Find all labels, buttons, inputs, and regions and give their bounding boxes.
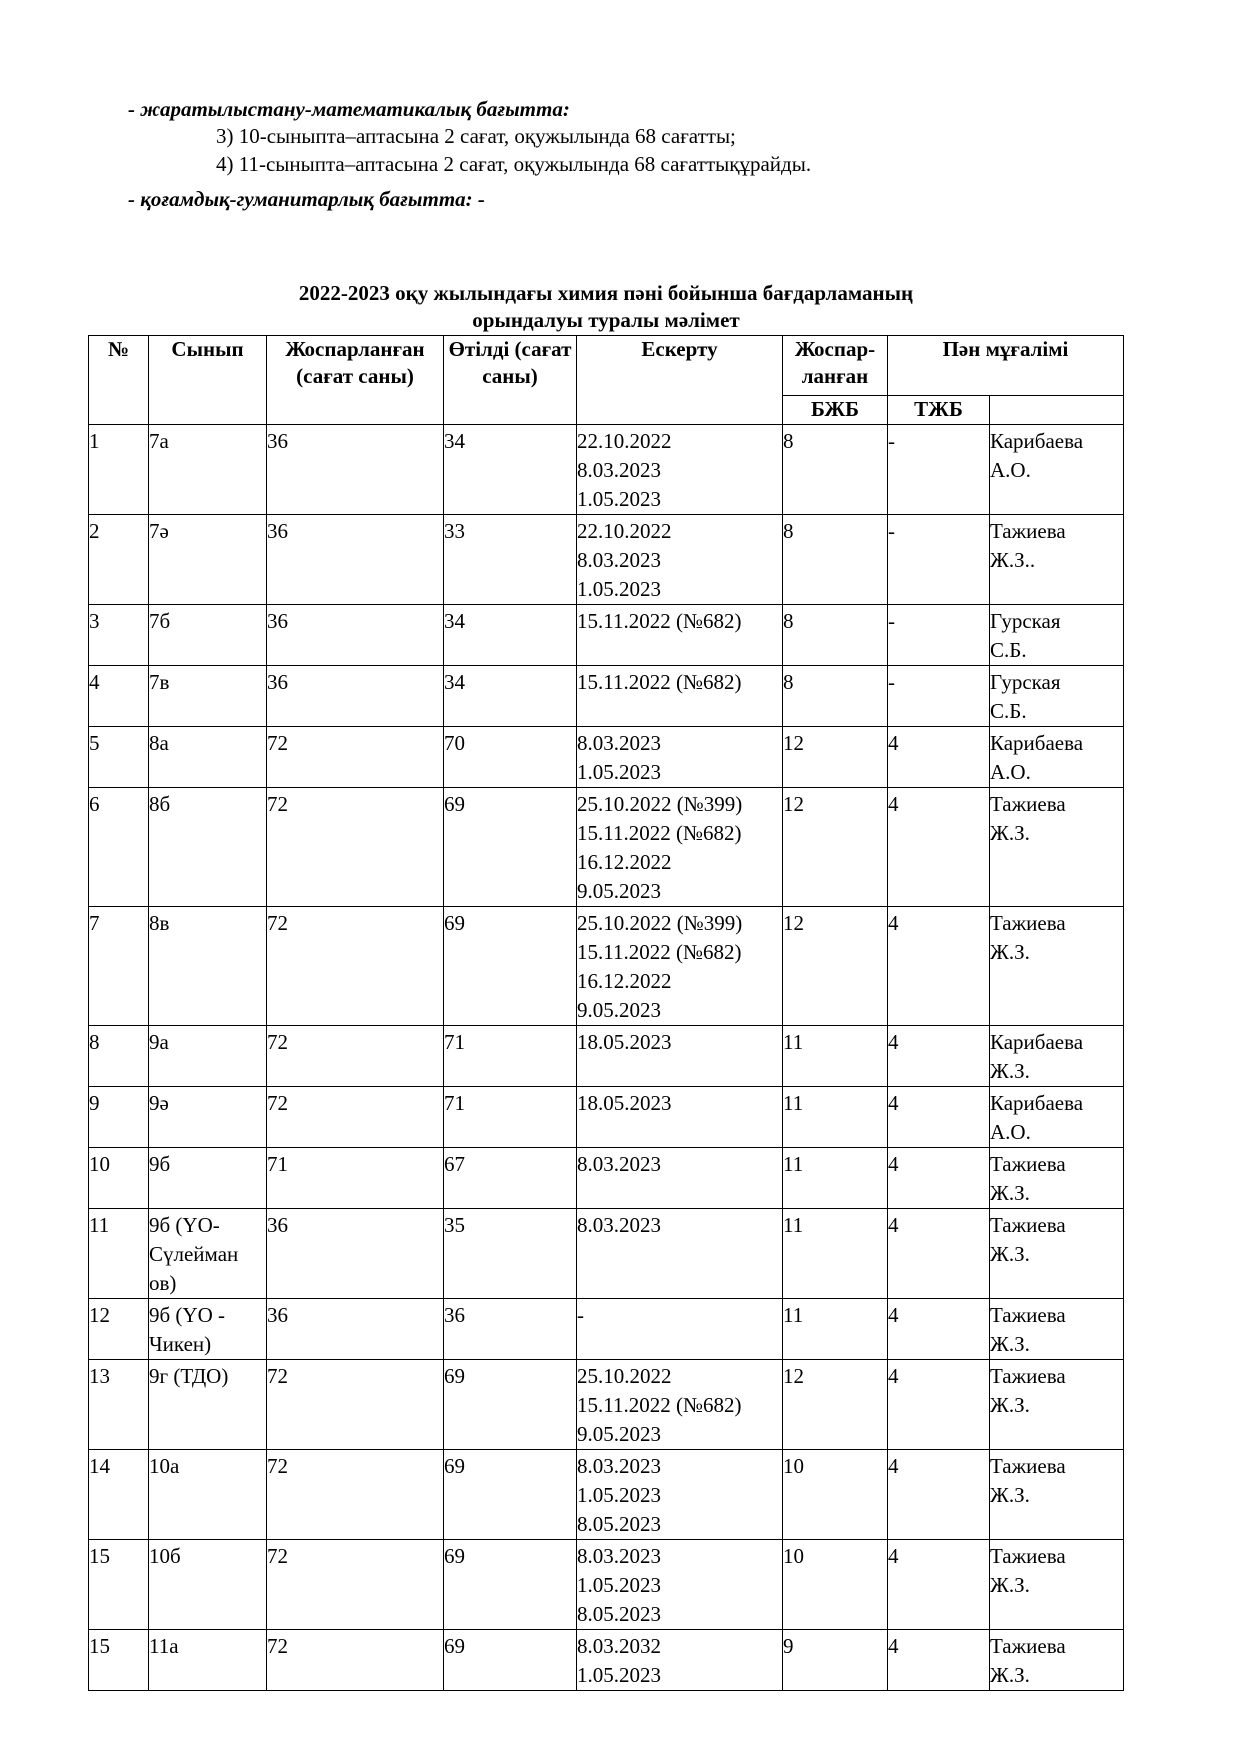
- header-number: №: [89, 336, 149, 425]
- teacher-cell: Карибаева А.О.: [990, 425, 1124, 515]
- table-row: [89, 1087, 1124, 1148]
- bjb-cell: 11: [783, 1209, 888, 1299]
- row-number: 15: [89, 1540, 149, 1630]
- planned-hours-cell: 72: [267, 727, 444, 788]
- row-number: 11: [89, 1209, 149, 1299]
- table-row: [89, 1450, 1124, 1540]
- header-bjb: БЖБ: [783, 396, 888, 425]
- teacher-cell: Тажиева Ж.З.: [990, 1148, 1124, 1209]
- taught-hours-cell: 36: [444, 1299, 577, 1360]
- teacher-cell: Тажиева Ж.З..: [990, 515, 1124, 605]
- row-number: 10: [89, 1148, 149, 1209]
- planned-hours-cell: 36: [267, 1209, 444, 1299]
- class-cell: 7в: [149, 666, 267, 727]
- row-number: 13: [89, 1360, 149, 1450]
- class-cell: 9г (ТДО): [149, 1360, 267, 1450]
- bjb-cell: 11: [783, 1148, 888, 1209]
- row-number: 1: [89, 425, 149, 515]
- class-cell: 10б: [149, 1540, 267, 1630]
- teacher-cell: Тажиева Ж.З.: [990, 1450, 1124, 1540]
- taught-hours-cell: 34: [444, 605, 577, 666]
- table-row: [89, 1299, 1124, 1360]
- tjb-cell: 4: [888, 727, 990, 788]
- bjb-cell: 8: [783, 425, 888, 515]
- class-cell: 9б: [149, 1148, 267, 1209]
- planned-hours-cell: 72: [267, 1450, 444, 1540]
- table-row: [89, 1630, 1124, 1691]
- tjb-cell: 4: [888, 1148, 990, 1209]
- teacher-cell: Тажиева Ж.З.: [990, 907, 1124, 1026]
- taught-hours-cell: 33: [444, 515, 577, 605]
- planned-hours-cell: 36: [267, 515, 444, 605]
- header-note: Ескерту: [577, 336, 783, 425]
- note-cell: -: [577, 1299, 783, 1360]
- taught-hours-cell: 69: [444, 1360, 577, 1450]
- tjb-cell: 4: [888, 1299, 990, 1360]
- note-cell: 15.11.2022 (№682): [577, 605, 783, 666]
- bjb-cell: 12: [783, 788, 888, 907]
- row-number: 5: [89, 727, 149, 788]
- note-cell: 8.03.2023: [577, 1209, 783, 1299]
- teacher-cell: Тажиева Ж.З.: [990, 1540, 1124, 1630]
- taught-hours-cell: 34: [444, 425, 577, 515]
- class-cell: 7а: [149, 425, 267, 515]
- note-cell: 15.11.2022 (№682): [577, 666, 783, 727]
- table-row: [89, 605, 1124, 666]
- row-number: 14: [89, 1450, 149, 1540]
- planned-hours-cell: 36: [267, 605, 444, 666]
- bjb-cell: 9: [783, 1630, 888, 1691]
- taught-hours-cell: 70: [444, 727, 577, 788]
- teacher-cell: Тажиева Ж.З.: [990, 1299, 1124, 1360]
- bjb-cell: 12: [783, 727, 888, 788]
- note-cell: 18.05.2023: [577, 1026, 783, 1087]
- note-cell: 8.03.2023 1.05.2023 8.05.2023: [577, 1540, 783, 1630]
- planned-hours-cell: 72: [267, 788, 444, 907]
- table-row: [89, 1148, 1124, 1209]
- bjb-cell: 12: [783, 907, 888, 1026]
- class-cell: 8в: [149, 907, 267, 1026]
- table-row: [89, 425, 1124, 515]
- tjb-cell: -: [888, 666, 990, 727]
- header-teacher: Пән мұғалімі: [888, 336, 1124, 396]
- teacher-cell: Карибаева А.О.: [990, 727, 1124, 788]
- tjb-cell: 4: [888, 1087, 990, 1148]
- bjb-cell: 11: [783, 1087, 888, 1148]
- class-cell: 9а: [149, 1026, 267, 1087]
- planned-hours-cell: 72: [267, 1026, 444, 1087]
- table-row: [89, 1360, 1124, 1450]
- taught-hours-cell: 69: [444, 788, 577, 907]
- bjb-cell: 8: [783, 666, 888, 727]
- table-title-line-2: орындалуы туралы мәлімет: [472, 308, 740, 332]
- planned-hours-cell: 72: [267, 1540, 444, 1630]
- tjb-cell: 4: [888, 1209, 990, 1299]
- note-cell: 8.03.2023: [577, 1148, 783, 1209]
- class-cell: 8б: [149, 788, 267, 907]
- class-cell: 11а: [149, 1630, 267, 1691]
- teacher-cell: Карибаева Ж.З.: [990, 1026, 1124, 1087]
- taught-hours-cell: 71: [444, 1026, 577, 1087]
- planned-hours-cell: 72: [267, 1630, 444, 1691]
- tjb-cell: -: [888, 605, 990, 666]
- tjb-cell: -: [888, 515, 990, 605]
- taught-hours-cell: 34: [444, 666, 577, 727]
- row-number: 4: [89, 666, 149, 727]
- tjb-cell: 4: [888, 907, 990, 1026]
- row-number: 7: [89, 907, 149, 1026]
- taught-hours-cell: 69: [444, 1450, 577, 1540]
- taught-hours-cell: 69: [444, 1540, 577, 1630]
- table-title: [88, 280, 1124, 334]
- note-cell: 8.03.2023 1.05.2023 8.05.2023: [577, 1450, 783, 1540]
- chemistry-program-table: [88, 335, 1124, 1691]
- planned-hours-cell: 36: [267, 1299, 444, 1360]
- planned-hours-cell: 71: [267, 1148, 444, 1209]
- taught-hours-cell: 67: [444, 1148, 577, 1209]
- teacher-cell: Тажиева Ж.З.: [990, 788, 1124, 907]
- note-cell: 8.03.2023 1.05.2023: [577, 727, 783, 788]
- row-number: 6: [89, 788, 149, 907]
- table-title-line-1: 2022-2023 оқу жылындағы химия пәні бойынша бағдарламаның: [298, 281, 914, 305]
- table-row: [89, 1209, 1124, 1299]
- tjb-cell: 4: [888, 1026, 990, 1087]
- class-cell: 9б (ҮО - Чикен): [149, 1299, 267, 1360]
- list-item-grade-10: 3) 10-сыныпта–аптасына 2 сағат, оқужылында 68 сағатты;: [216, 124, 736, 148]
- bjb-cell: 11: [783, 1299, 888, 1360]
- class-cell: 10а: [149, 1450, 267, 1540]
- bjb-cell: 8: [783, 515, 888, 605]
- class-cell: 7б: [149, 605, 267, 666]
- note-cell: 22.10.2022 8.03.2023 1.05.2023: [577, 515, 783, 605]
- section-heading-social-humanitarian: - қоғамдық-гуманитарлық бағытта: -: [128, 187, 485, 211]
- table-body: [89, 425, 1124, 1691]
- class-cell: 9ә: [149, 1087, 267, 1148]
- note-cell: 25.10.2022 (№399) 15.11.2022 (№682) 16.12.2022 9.05.2023: [577, 907, 783, 1026]
- note-cell: 18.05.2023: [577, 1087, 783, 1148]
- taught-hours-cell: 69: [444, 907, 577, 1026]
- note-cell: 22.10.2022 8.03.2023 1.05.2023: [577, 425, 783, 515]
- teacher-cell: Тажиева Ж.З.: [990, 1209, 1124, 1299]
- teacher-cell: Гурская С.Б.: [990, 605, 1124, 666]
- planned-hours-cell: 72: [267, 1360, 444, 1450]
- header-planned-hours: Жоспарланған (сағат саны): [267, 336, 444, 425]
- note-cell: 25.10.2022 (№399) 15.11.2022 (№682) 16.12.2022 9.05.2023: [577, 788, 783, 907]
- bjb-cell: 11: [783, 1026, 888, 1087]
- header-taught-hours: Өтілді (сағат саны): [444, 336, 577, 425]
- table-row: [89, 515, 1124, 605]
- row-number: 8: [89, 1026, 149, 1087]
- list-item-grade-11: 4) 11-сыныпта–аптасына 2 сағат, оқужылында 68 сағаттықұрайды.: [216, 152, 812, 176]
- taught-hours-cell: 69: [444, 1630, 577, 1691]
- row-number: 2: [89, 515, 149, 605]
- table-row: [89, 666, 1124, 727]
- teacher-cell: Гурская С.Б.: [990, 666, 1124, 727]
- row-number: 15: [89, 1630, 149, 1691]
- tjb-cell: 4: [888, 788, 990, 907]
- table-row: [89, 1026, 1124, 1087]
- tjb-cell: -: [888, 425, 990, 515]
- tjb-cell: 4: [888, 1450, 990, 1540]
- bjb-cell: 10: [783, 1450, 888, 1540]
- row-number: 12: [89, 1299, 149, 1360]
- class-cell: 9б (ҮО- Сүлейман ов): [149, 1209, 267, 1299]
- planned-hours-cell: 36: [267, 666, 444, 727]
- tjb-cell: 4: [888, 1540, 990, 1630]
- bjb-cell: 8: [783, 605, 888, 666]
- planned-hours-cell: 36: [267, 425, 444, 515]
- taught-hours-cell: 71: [444, 1087, 577, 1148]
- section-heading-natural-math: - жаратылыстану-математикалық бағытта:: [128, 97, 570, 121]
- teacher-cell: Карибаева А.О.: [990, 1087, 1124, 1148]
- tjb-cell: 4: [888, 1630, 990, 1691]
- header-planned-assessments: Жоспар-ланған: [783, 336, 888, 396]
- header-class: Сынып: [149, 336, 267, 425]
- header-blank: [990, 396, 1124, 425]
- class-cell: 7ә: [149, 515, 267, 605]
- header-tjb: ТЖБ: [888, 396, 990, 425]
- table-row: [89, 907, 1124, 1026]
- note-cell: 8.03.2032 1.05.2023: [577, 1630, 783, 1691]
- teacher-cell: Тажиева Ж.З.: [990, 1630, 1124, 1691]
- planned-hours-cell: 72: [267, 907, 444, 1026]
- row-number: 9: [89, 1087, 149, 1148]
- bjb-cell: 10: [783, 1540, 888, 1630]
- tjb-cell: 4: [888, 1360, 990, 1450]
- bjb-cell: 12: [783, 1360, 888, 1450]
- table-row: [89, 727, 1124, 788]
- note-cell: 25.10.2022 15.11.2022 (№682) 9.05.2023: [577, 1360, 783, 1450]
- teacher-cell: Тажиева Ж.З.: [990, 1360, 1124, 1450]
- table-row: [89, 1540, 1124, 1630]
- class-cell: 8а: [149, 727, 267, 788]
- taught-hours-cell: 35: [444, 1209, 577, 1299]
- planned-hours-cell: 72: [267, 1087, 444, 1148]
- row-number: 3: [89, 605, 149, 666]
- table-row: [89, 788, 1124, 907]
